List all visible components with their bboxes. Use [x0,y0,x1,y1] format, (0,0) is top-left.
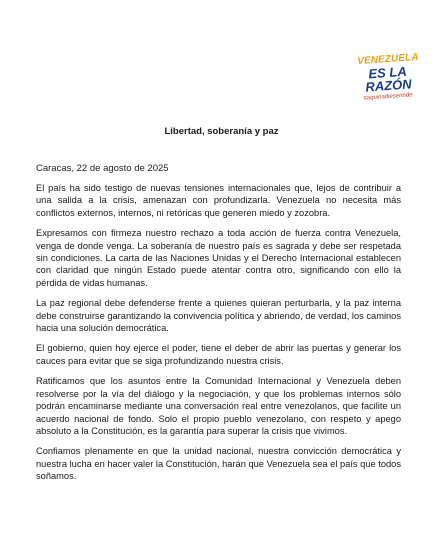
venezuela-es-la-razon-logo [352,51,424,102]
logo-hashtag: #aquinadieserinde [363,92,413,102]
document-title: Libertad, soberanía y paz [164,126,279,137]
paragraph: La paz regional debe defenderse frente a quienes quieran perturbarla, y la paz interna debe construirse garantizando la convivencia política y abriendo, de verdad, los caminos hacia una solución democrática. [36,298,401,334]
paragraph: Ratificamos que los asuntos entre la Comunidad Internacional y Venezuela deben resolverse por la vía del diálogo y la negociación, y que los problemas internos sólo podrán encaminarse mediante una conversación real entre venezolanos, que facilite un acuerdo nacional de fondo. Solo el propio pueblo venezolano, con respeto y apego absoluto a la Constitución, es la garantía para superar la crisis que vivimos. [36,376,401,436]
paragraph: Expresamos con firmeza nuestro rechazo a toda acción de fuerza contra Venezuela, venga de donde venga. La soberanía de nuestro país es sagrada y debe ser respetada sin condiciones. La carta de las Naciones Unidas y el Derecho Internacional establecen con claridad que ningún Estado puede atentar contra otro, significando con ello la pérdida de vidas humanas. [36,228,401,288]
logo-line-es-la-razon: ES LA RAZÓN [364,63,413,95]
document-date: Caracas, 22 de agosto de 2025 [36,163,169,174]
paragraph: Confiamos plenamente en que la unidad nacional, nuestra convicción democrática y nuestra lucha en hacer valer la Constitución, harán que Venezuela sea el país que todos soñamos. [36,446,401,482]
logo-line-venezuela: VENEZUELA [356,51,420,68]
paragraph: El país ha sido testigo de nuevas tensiones internacionales que, lejos de contribuir a una salida a la crisis, amenazan con profundizarla. Venezuela no necesita más conflictos externos, internos, ni retóricas que generen miedo y zozobra. [36,183,401,218]
paragraph: El gobierno, quien hoy ejerce el poder, tiene el deber de abrir las puertas y generar los cauces para evitar que se siga profundizando nuestra crisis. [36,343,401,366]
document-body [36,182,401,491]
